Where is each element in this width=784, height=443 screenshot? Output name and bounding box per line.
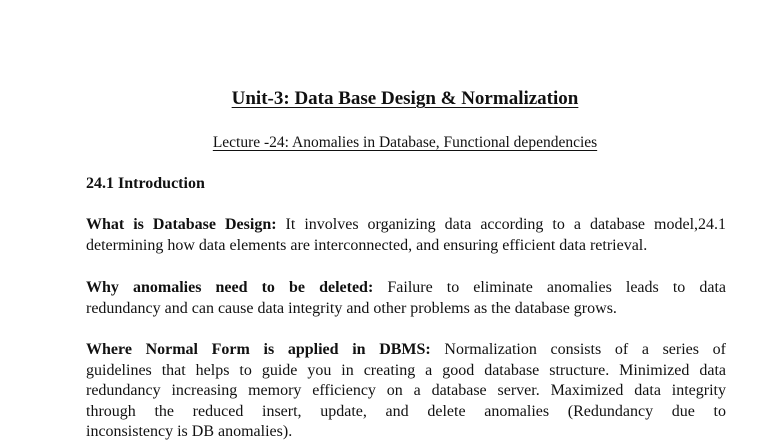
paragraph-normal-form <box>86 340 726 443</box>
paragraph-lead: Why anomalies need to be deleted: <box>86 279 374 296</box>
document-title: Unit-3: Data Base Design & Normalization <box>231 88 579 109</box>
paragraph-lead: What is Database Design: <box>86 216 277 233</box>
paragraph-lead: Where Normal Form is applied in DBMS: <box>86 341 431 358</box>
paragraph-line <box>86 278 726 299</box>
paragraph-text: Failure to eliminate anomalies leads to data <box>373 279 727 296</box>
paragraph-line: inconsistency is DB anomalies). <box>86 423 293 441</box>
paragraph-database-design <box>86 215 726 256</box>
lecture-subtitle: Lecture -24: Anomalies in Database, Functional dependencies <box>212 134 598 151</box>
paragraph-line: guidelines that helps to guide you in creating a good database structure. Minimized data <box>86 361 726 379</box>
paragraph-line <box>86 215 726 236</box>
paragraph-text: Normalization consists of a series of <box>430 341 726 358</box>
paragraph-text: It involves organizing data according to a database model,24.1 <box>276 216 727 233</box>
paragraph-anomalies <box>86 278 726 319</box>
paragraph-line: through the reduced insert, update, and delete anomalies (Redundancy due to <box>86 402 726 420</box>
section-heading: 24.1 Introduction <box>86 175 205 192</box>
paragraph-line: determining how data elements are interconnected, and ensuring efficient data retrieval. <box>86 236 648 254</box>
paragraph-line: redundancy and can cause data integrity and other problems as the database grows. <box>86 299 617 317</box>
paragraph-line <box>86 340 726 361</box>
paragraph-line: redundancy increasing memory efficiency on a database server. Maximized data integrity <box>86 382 726 400</box>
